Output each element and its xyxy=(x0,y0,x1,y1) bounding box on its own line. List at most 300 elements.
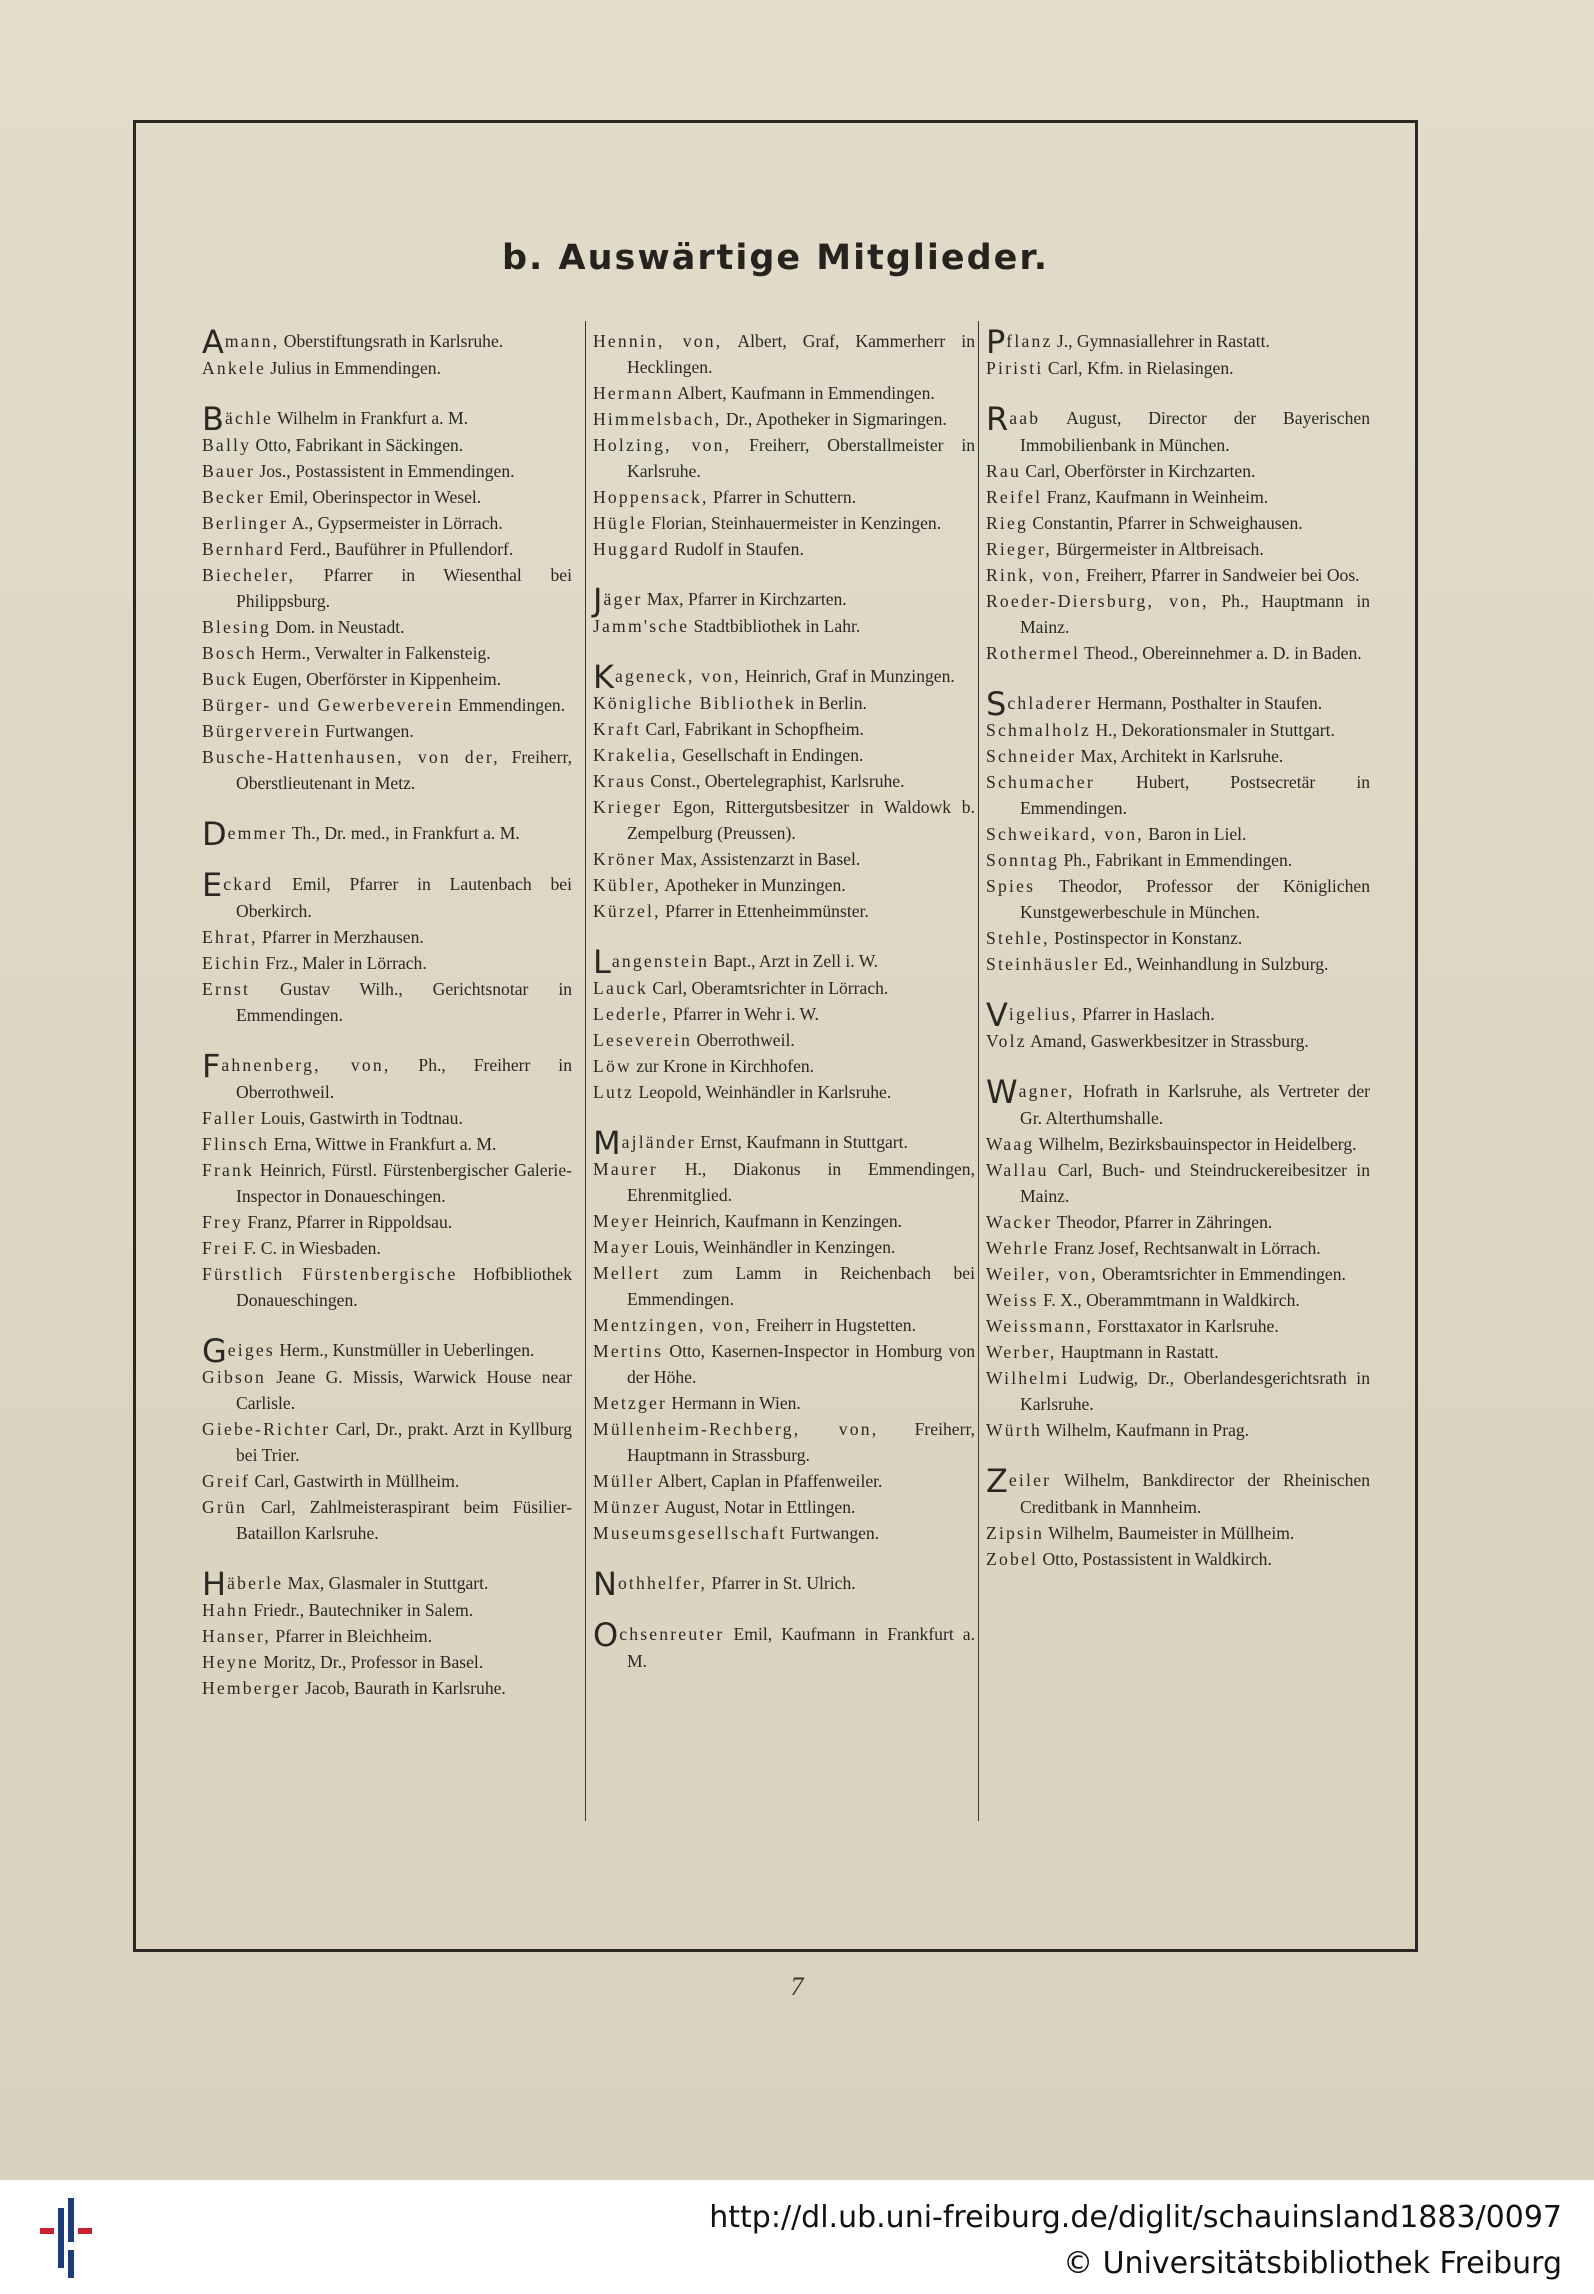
section-initial: A xyxy=(202,323,224,361)
member-details: Louis, Gastwirth in Todtnau. xyxy=(256,1108,463,1128)
section-initial: R xyxy=(986,400,1009,438)
member-entry xyxy=(202,718,572,744)
member-entry xyxy=(593,1234,975,1260)
member-name: Kröner xyxy=(593,849,657,869)
member-name: Leseverein xyxy=(593,1030,693,1050)
member-name: Müller xyxy=(593,1471,655,1491)
member-details: Hauptmann in Rastatt. xyxy=(1056,1342,1219,1362)
member-entry xyxy=(986,743,1370,769)
member-details: Franz, Pfarrer in Rippoldsau. xyxy=(243,1212,453,1232)
section-title: b. Auswärtige Mitglieder. xyxy=(502,238,1049,278)
member-name: Busche-Hattenhausen, von der, xyxy=(202,747,500,767)
member-details: Th., Dr. med., in Frankfurt a. M. xyxy=(287,823,520,843)
member-name: Frei xyxy=(202,1238,240,1258)
member-name: Rieger, xyxy=(986,539,1052,559)
member-details: Eugen, Oberförster in Kippenheim. xyxy=(247,669,502,689)
member-details: Bürgermeister in Altbreisach. xyxy=(1052,539,1264,559)
member-details: Emil, Oberinspector in Wesel. xyxy=(265,487,482,507)
member-name: Schneider xyxy=(986,746,1077,766)
member-details: F. X., Oberammtmann in Waldkirch. xyxy=(1038,1290,1300,1310)
member-name: Kübler, xyxy=(593,875,661,895)
member-details: Ludwig, Dr., Oberlandesgerichtsrath in Karlsruhe. xyxy=(1020,1368,1370,1414)
section-spacer xyxy=(986,666,1370,690)
member-name: Wallau xyxy=(986,1160,1049,1180)
member-details: Dr., Apotheker in Sigmaringen. xyxy=(721,409,947,429)
member-details: Forsttaxator in Karlsruhe. xyxy=(1093,1316,1279,1336)
member-entry xyxy=(202,815,572,853)
member-entry xyxy=(986,640,1370,666)
member-details: Carl, Fabrikant in Schopfheim. xyxy=(641,719,864,739)
member-name: Heyne xyxy=(202,1652,259,1672)
member-name: Gibson xyxy=(202,1367,267,1387)
member-entry xyxy=(986,1313,1370,1339)
member-name: Geiges xyxy=(202,1332,275,1370)
member-details: Freiherr, Oberstallmeister in Karlsruhe. xyxy=(627,435,976,481)
member-entry xyxy=(986,323,1370,361)
member-entry xyxy=(202,950,572,976)
member-name: Mentzingen, von, xyxy=(593,1315,752,1335)
member-details: Herm., Kunstmüller in Ueberlingen. xyxy=(274,1340,535,1360)
member-details: Wilhelm, Baumeister in Müllheim. xyxy=(1044,1523,1295,1543)
member-details: Erna, Wittwe in Frankfurt a. M. xyxy=(269,1134,497,1154)
member-name: Ernst xyxy=(202,979,251,999)
member-details: Heinrich, Kaufmann in Kenzingen. xyxy=(649,1211,903,1231)
member-details: Wilhelm, Bankdirector der Rheinischen Creditbank in Mannheim. xyxy=(1020,1470,1370,1517)
member-entry xyxy=(202,924,572,950)
member-name: Raab xyxy=(986,400,1041,438)
member-entry xyxy=(202,1623,572,1649)
member-name: Werber, xyxy=(986,1342,1057,1362)
member-details: H., Dekorationsmaler in Stuttgart. xyxy=(1091,720,1335,740)
member-name: Volz xyxy=(986,1031,1027,1051)
member-details: Frz., Maler in Lörrach. xyxy=(261,953,427,973)
section-initial: G xyxy=(202,1332,227,1370)
member-details: Leopold, Weinhändler in Karlsruhe. xyxy=(634,1082,892,1102)
member-entry xyxy=(986,847,1370,873)
member-name: Hoppensack, xyxy=(593,487,709,507)
member-details: Otto, Kasernen-Inspector in Homburg von der Höhe. xyxy=(627,1341,975,1387)
member-name: Wehrle xyxy=(986,1238,1050,1258)
section-initial: F xyxy=(202,1047,221,1085)
member-entry xyxy=(986,769,1370,821)
member-name: Huggard xyxy=(593,539,670,559)
member-entry xyxy=(202,1157,572,1209)
member-entry xyxy=(593,1494,975,1520)
member-details: Carl, Kfm. in Rielasingen. xyxy=(1043,358,1234,378)
member-entry xyxy=(202,1649,572,1675)
member-entry xyxy=(202,614,572,640)
member-name: Bürger- und Gewerbeverein xyxy=(202,695,454,715)
member-name: Pflanz xyxy=(986,323,1053,361)
member-name: Greif xyxy=(202,1471,251,1491)
member-entry xyxy=(986,1209,1370,1235)
member-details: Dom. in Neustadt. xyxy=(271,617,405,637)
section-initial: K xyxy=(593,658,614,696)
member-details: Ed., Weinhandlung in Sulzburg. xyxy=(1099,954,1329,974)
member-details: Furtwangen. xyxy=(786,1523,880,1543)
member-name: Weiler, von, xyxy=(986,1264,1098,1284)
member-name: Berlinger xyxy=(202,513,289,533)
member-details: H., Diakonus in Emmendingen, Ehrenmitglied. xyxy=(627,1159,975,1205)
member-details: Hubert, Postsecretär in Emmendingen. xyxy=(1020,772,1370,818)
section-spacer xyxy=(986,1443,1370,1467)
section-spacer xyxy=(593,1105,975,1129)
member-entry xyxy=(202,744,572,796)
member-name: Fürstlich Fürstenbergische xyxy=(202,1264,458,1284)
member-entry xyxy=(986,355,1370,381)
section-spacer xyxy=(986,381,1370,405)
member-entry xyxy=(593,768,975,794)
member-name: Krieger xyxy=(593,797,663,817)
member-name: Mertins xyxy=(593,1341,664,1361)
member-details: August, Notar in Ettlingen. xyxy=(660,1497,856,1517)
member-details: Carl, Gastwirth in Müllheim. xyxy=(250,1471,460,1491)
member-details: Wilhelm, Bezirksbauinspector in Heidelberg. xyxy=(1034,1134,1357,1154)
section-initial: M xyxy=(593,1124,621,1162)
member-name: Eichin xyxy=(202,953,262,973)
section-spacer xyxy=(593,562,975,586)
member-details: Otto, Fabrikant in Säckingen. xyxy=(251,435,464,455)
member-details: Hermann in Wien. xyxy=(667,1393,801,1413)
member-name: Roeder-Diersburg, von, xyxy=(986,591,1209,611)
member-details: Carl, Oberförster in Kirchzarten. xyxy=(1020,461,1256,481)
library-logo-icon xyxy=(40,2198,102,2278)
member-entry xyxy=(593,794,975,846)
member-entry xyxy=(202,536,572,562)
section-initial: V xyxy=(986,996,1008,1034)
member-entry xyxy=(986,1287,1370,1313)
member-details: Ferd., Bauführer in Pfullendorf. xyxy=(285,539,514,559)
member-name: Lauck xyxy=(593,978,648,998)
member-entry xyxy=(593,1208,975,1234)
member-entry xyxy=(986,1131,1370,1157)
member-entry xyxy=(202,1131,572,1157)
member-entry xyxy=(986,458,1370,484)
member-entry xyxy=(202,562,572,614)
member-details: Emil, Pfarrer in Lautenbach bei Oberkirch. xyxy=(236,874,572,921)
member-entry xyxy=(202,1565,572,1603)
member-details: Emmendingen. xyxy=(453,695,566,715)
member-details: Carl, Oberamtsrichter in Lörrach. xyxy=(647,978,889,998)
member-details: Moritz, Dr., Professor in Basel. xyxy=(258,1652,484,1672)
member-name: Eckard xyxy=(202,866,274,904)
member-entry xyxy=(986,536,1370,562)
member-details: Postinspector in Konstanz. xyxy=(1049,928,1243,948)
member-column-2 xyxy=(593,328,975,1674)
member-name: Meyer xyxy=(593,1211,650,1231)
member-details: Florian, Steinhauermeister in Kenzingen. xyxy=(647,513,942,533)
member-entry xyxy=(986,996,1370,1034)
member-name: Hennin, von, xyxy=(593,331,723,351)
member-details: Furtwangen. xyxy=(320,721,414,741)
member-name: Häberle xyxy=(202,1565,284,1603)
member-entry xyxy=(593,1616,975,1674)
member-entry xyxy=(593,716,975,742)
member-details: Heinrich, Graf in Munzingen. xyxy=(740,666,955,686)
member-entry xyxy=(202,1209,572,1235)
member-details: Herm., Verwalter in Falkensteig. xyxy=(256,643,491,663)
section-spacer xyxy=(986,977,1370,1001)
member-entry xyxy=(202,400,572,438)
member-details: Albert, Graf, Kammerherr in Hecklingen. xyxy=(627,331,975,377)
section-spacer xyxy=(202,1313,572,1337)
copyright-notice: © Universitätsbibliothek Freiburg xyxy=(1063,2246,1562,2281)
member-name: Kürzel, xyxy=(593,901,661,921)
member-name: Frey xyxy=(202,1212,244,1232)
member-details: Baron in Liel. xyxy=(1143,824,1247,844)
member-name: Grün xyxy=(202,1497,247,1517)
member-entry xyxy=(593,846,975,872)
member-entry xyxy=(593,1260,975,1312)
member-name: Krakelia, xyxy=(593,745,678,765)
member-entry xyxy=(593,432,975,484)
member-name: Maurer xyxy=(593,1159,658,1179)
member-entry xyxy=(202,1332,572,1370)
member-details: Freiherr, Pfarrer in Sandweier bei Oos. xyxy=(1081,565,1360,585)
member-entry xyxy=(986,510,1370,536)
member-entry xyxy=(202,640,572,666)
member-name: Kageneck, von, xyxy=(593,658,741,696)
member-entry xyxy=(593,581,975,619)
member-name: Zeiler xyxy=(986,1462,1052,1500)
member-details: A., Gypsermeister in Lörrach. xyxy=(288,513,503,533)
member-entry xyxy=(202,976,572,1028)
member-name: Wacker xyxy=(986,1212,1053,1232)
section-initial: N xyxy=(593,1565,617,1603)
source-url-link[interactable]: http://dl.ub.uni-freiburg.de/diglit/schauinsland1883/0097 xyxy=(709,2200,1562,2235)
member-name: Weissmann, xyxy=(986,1316,1094,1336)
section-initial: L xyxy=(593,943,611,981)
member-entry xyxy=(202,1364,572,1416)
member-details: Heinrich, Fürstl. Fürstenbergischer Galerie-Inspector in Donaueschingen. xyxy=(236,1160,572,1206)
member-name: Waag xyxy=(986,1134,1035,1154)
member-column-1 xyxy=(202,323,573,1701)
member-entry xyxy=(986,925,1370,951)
member-name: Himmelsbach, xyxy=(593,409,722,429)
member-entry xyxy=(202,692,572,718)
member-entry xyxy=(593,536,975,562)
member-details: Hofbibliothek Donaueschingen. xyxy=(236,1264,573,1310)
member-details: Carl, Zahlmeisteraspirant beim Füsilier-Bataillon Karlsruhe. xyxy=(236,1497,572,1543)
footer-bar xyxy=(0,2180,1594,2294)
column-divider xyxy=(978,321,979,1821)
member-entry xyxy=(986,1235,1370,1261)
section-spacer xyxy=(593,1597,975,1621)
member-details: Ph., Freiherr in Oberrothweil. xyxy=(236,1055,572,1102)
member-name: Jamm'sche xyxy=(593,616,690,636)
member-details: Theod., Obereinnehmer a. D. in Baden. xyxy=(1080,643,1362,663)
section-initial: W xyxy=(986,1073,1018,1111)
member-name: Holzing, von, xyxy=(593,435,732,455)
member-details: Max, Assistenzarzt in Basel. xyxy=(656,849,861,869)
member-entry xyxy=(202,1047,572,1105)
member-entry xyxy=(593,406,975,432)
member-name: Würth xyxy=(986,1420,1042,1440)
member-details: Pfarrer in Wehr i. W. xyxy=(668,1004,819,1024)
member-entry xyxy=(986,1028,1370,1054)
member-name: Kraus xyxy=(593,771,647,791)
member-details: Louis, Weinhändler in Kenzingen. xyxy=(649,1237,896,1257)
member-name: Hanser, xyxy=(202,1626,271,1646)
section-initial: O xyxy=(593,1616,619,1654)
member-entry xyxy=(593,1156,975,1208)
member-details: Gustav Wilh., Gerichtsnotar in Emmendingen. xyxy=(236,979,572,1025)
member-details: Pfarrer in Ettenheimmünster. xyxy=(660,901,869,921)
member-name: Flinsch xyxy=(202,1134,270,1154)
member-details: Wilhelm, Kaufmann in Prag. xyxy=(1041,1420,1250,1440)
member-details: Constantin, Pfarrer in Schweighausen. xyxy=(1028,513,1303,533)
section-spacer xyxy=(593,924,975,948)
section-initial: H xyxy=(202,1565,227,1603)
member-entry xyxy=(593,1079,975,1105)
member-name: Bally xyxy=(202,435,252,455)
member-name: Jäger xyxy=(593,581,643,619)
column-divider xyxy=(585,321,586,1821)
member-name: Buck xyxy=(202,669,248,689)
member-details: Bapt., Arzt in Zell i. W. xyxy=(709,951,879,971)
member-entry xyxy=(986,1339,1370,1365)
member-entry xyxy=(986,1073,1370,1131)
member-details: Pfarrer in Haslach. xyxy=(1077,1004,1215,1024)
member-name: Demmer xyxy=(202,815,288,853)
member-details: Const., Obertelegraphist, Karlsruhe. xyxy=(646,771,905,791)
member-name: Ochsenreuter xyxy=(593,1616,725,1654)
member-entry xyxy=(202,323,572,361)
member-details: Wilhelm in Frankfurt a. M. xyxy=(273,408,468,428)
member-name: Bauer xyxy=(202,461,256,481)
member-details: Carl, Buch- und Steindruckereibesitzer in Mainz. xyxy=(1020,1160,1370,1206)
member-entry xyxy=(202,510,572,536)
member-details: Hermann, Posthalter in Staufen. xyxy=(1092,693,1323,713)
member-entry xyxy=(202,1597,572,1623)
member-entry xyxy=(986,821,1370,847)
member-details: Apotheker in Munzingen. xyxy=(660,875,846,895)
member-entry xyxy=(593,1338,975,1390)
member-entry xyxy=(202,484,572,510)
section-spacer xyxy=(593,1546,975,1570)
member-entry xyxy=(986,1520,1370,1546)
member-details: Franz, Kaufmann in Weinheim. xyxy=(1042,487,1269,507)
member-name: Spies xyxy=(986,876,1036,896)
member-details: Theodor, Pfarrer in Zähringen. xyxy=(1052,1212,1273,1232)
member-details: Amand, Gaswerkbesitzer in Strassburg. xyxy=(1026,1031,1309,1051)
member-entry xyxy=(593,1565,975,1603)
member-entry xyxy=(593,658,975,696)
section-spacer xyxy=(986,1054,1370,1078)
member-entry xyxy=(593,943,975,981)
member-name: Fahnenberg, von, xyxy=(202,1047,391,1085)
member-entry xyxy=(593,1053,975,1079)
member-entry xyxy=(593,1027,975,1053)
member-details: zum Lamm in Reichenbach bei Emmendingen. xyxy=(627,1263,975,1309)
member-details: F. C. in Wiesbaden. xyxy=(239,1238,381,1258)
member-entry xyxy=(986,562,1370,588)
member-entry xyxy=(593,328,975,380)
member-entry xyxy=(593,1520,975,1546)
member-details: Rudolf in Staufen. xyxy=(669,539,804,559)
section-initial: D xyxy=(202,815,227,853)
section-spacer xyxy=(202,1028,572,1052)
member-entry xyxy=(593,1001,975,1027)
member-name: Schmalholz xyxy=(986,720,1092,740)
member-name: Piristi xyxy=(986,358,1044,378)
member-entry xyxy=(986,1546,1370,1572)
member-entry xyxy=(593,690,975,716)
member-name: Sonntag xyxy=(986,850,1060,870)
member-details: Emil, Kaufmann in Frankfurt a. M. xyxy=(627,1624,975,1671)
member-details: Franz Josef, Rechtsanwalt in Lörrach. xyxy=(1049,1238,1321,1258)
member-details: Ph., Fabrikant in Emmendingen. xyxy=(1059,850,1293,870)
member-entry xyxy=(593,1468,975,1494)
member-entry xyxy=(202,1494,572,1546)
member-entry xyxy=(986,1261,1370,1287)
member-name: Giebe-Richter xyxy=(202,1419,331,1439)
section-initial: E xyxy=(202,866,223,904)
member-name: Stehle, xyxy=(986,928,1050,948)
member-name: Rothermel xyxy=(986,643,1081,663)
member-entry xyxy=(202,866,572,924)
section-initial: P xyxy=(986,323,1006,361)
member-name: Becker xyxy=(202,487,266,507)
member-name: Löw xyxy=(593,1056,632,1076)
member-name: Schladerer xyxy=(986,685,1093,723)
member-details: Theodor, Professor der Königlichen Kunstgewerbeschule in München. xyxy=(1020,876,1370,922)
member-details: Pfarrer in Wiesenthal bei Philippsburg. xyxy=(236,565,572,611)
member-details: Oberstiftungsrath in Karlsruhe. xyxy=(279,331,504,351)
member-name: Rieg xyxy=(986,513,1029,533)
member-name: Faller xyxy=(202,1108,257,1128)
section-initial: S xyxy=(986,685,1007,723)
member-entry xyxy=(593,484,975,510)
member-name: Schweikard, von, xyxy=(986,824,1144,844)
member-details: Gesellschaft in Endingen. xyxy=(677,745,864,765)
section-spacer xyxy=(202,847,572,871)
page-frame xyxy=(133,120,1418,1952)
member-name: Nothhelfer, xyxy=(593,1565,708,1603)
member-details: Julius in Emmendingen. xyxy=(266,358,441,378)
member-name: Müllenheim-Rechberg, von, xyxy=(593,1419,879,1439)
member-details: Stadtbibliothek in Lahr. xyxy=(689,616,861,636)
member-details: J., Gymnasiallehrer in Rastatt. xyxy=(1052,331,1270,351)
member-name: Ehrat, xyxy=(202,927,258,947)
section-initial: Z xyxy=(986,1462,1008,1500)
member-name: Biecheler, xyxy=(202,565,296,585)
member-name: Reifel xyxy=(986,487,1043,507)
member-name: Hügle xyxy=(593,513,647,533)
member-entry xyxy=(202,666,572,692)
member-details: Ph., Hauptmann in Mainz. xyxy=(1020,591,1370,637)
member-entry xyxy=(986,951,1370,977)
section-spacer xyxy=(202,796,572,820)
member-entry xyxy=(986,873,1370,925)
member-name: Vigelius, xyxy=(986,996,1078,1034)
member-name: Amann, xyxy=(202,323,280,361)
member-entry xyxy=(593,380,975,406)
member-name: Langenstein xyxy=(593,943,710,981)
member-column-3 xyxy=(986,323,1370,1572)
member-details: Oberamtsrichter in Emmendingen. xyxy=(1097,1264,1346,1284)
member-name: Hemberger xyxy=(202,1678,301,1698)
member-name: Steinhäusler xyxy=(986,954,1100,974)
member-details: Pfarrer in Merzhausen. xyxy=(257,927,424,947)
member-entry xyxy=(593,1124,975,1162)
member-name: Zobel xyxy=(986,1549,1039,1569)
member-details: Pfarrer in Schuttern. xyxy=(708,487,857,507)
member-entry xyxy=(986,1365,1370,1417)
member-entry xyxy=(986,400,1370,458)
member-name: Rau xyxy=(986,461,1021,481)
member-entry xyxy=(986,588,1370,640)
